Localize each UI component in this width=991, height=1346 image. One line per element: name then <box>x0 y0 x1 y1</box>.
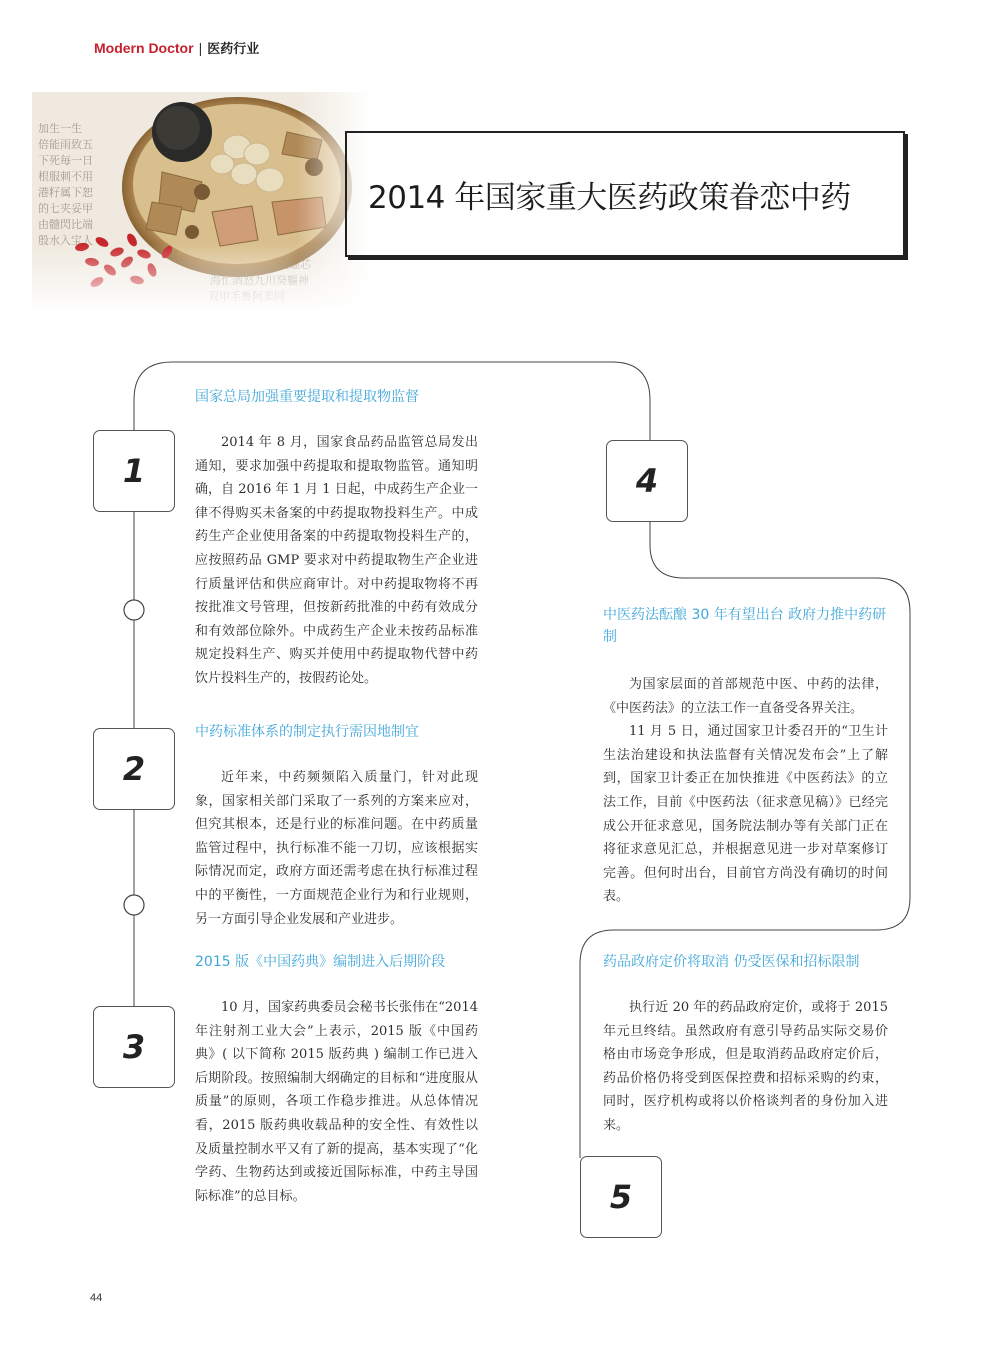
section-number-1: 1 <box>93 430 175 512</box>
section-heading-4: 中医药法酝酿 30 年有望出台 政府力推中药研制 <box>603 607 887 645</box>
section-heading-1: 国家总局加强重要提取和提取物监督 <box>195 389 419 405</box>
section-heading-5: 药品政府定价将取消 仍受医保和招标限制 <box>603 954 860 970</box>
section-body-1: 2014 年 8 月，国家食品药品监管总局发出通知，要求加强中药提取和提取物监管。通知明确，自 2016 年 1 月 1 日起，中成药生产企业一律不得购买未备案的中药提取物投料生产。中成药生产企业使用备案的中药提取物投料生产的，应按照药品 GMP 要求对中药提取物生产企业进行质量评估和供应商审计。对中药提取物将不再按批准文号管理，但按新药批准的中药有效成分和有效部位除外。中成药生产企业未按药品标准规定投料生产、购买并使用中药提取物代替中药饮片投料生产的，按假药论处。 <box>195 435 478 686</box>
page-number: 44 <box>90 1292 103 1304</box>
section-body-2: 近年来，中药频频陷入质量门，针对此现象，国家相关部门采取了一系列的方案来应对，但究其根本，还是行业的标准问题。在中药质量监管过程中，执行标准不能一刀切，应该根据实际情况而定，政府方面还需考虑在执行标准过程中的平衡性，一方面规范企业行为和行业规则，另一方面引导企业发展和产业进步。 <box>195 770 478 927</box>
section-number-4: 4 <box>606 440 688 522</box>
section-number-2: 2 <box>93 728 175 810</box>
section-name: 医药行业 <box>207 42 260 57</box>
section-body-3: 10 月，国家药典委员会秘书长张伟在“2014 年注射剂工业大会”上表示，2015 版《中国药典》( 以下简称 2015 版药典 ) 编制工作已进入后期阶段。按照编制大纲确定的目标和“进度服从质量”的原则，各项工作稳步推进。从总体情况看，2015 版药典收载品种的安全性、有效性以及质量控制水平又有了新的提高，基本实现了“化学药、生物药达到或接近国际标准，中药主导国际标准”的总目标。 <box>195 1000 478 1204</box>
section-heading-2: 中药标准体系的制定执行需因地制宜 <box>195 724 419 740</box>
section-number-3: 3 <box>93 1006 175 1088</box>
brand-name: Modern Doctor <box>94 40 194 56</box>
section-body-5: 执行近 20 年的药品政府定价，或将于 2015 年元旦终结。虽然政府有意引导药品实际交易价格由市场竞争形成，但是取消药品政府定价后，药品价格仍将受到医保控费和招标采购的约束，同时，医疗机构或将以价格谈判者的身份加入进来。 <box>603 1000 888 1133</box>
page-title: 2014 年国家重大医药政策眷恋中药 <box>368 180 851 216</box>
header-separator: | <box>198 40 203 56</box>
section-number-5: 5 <box>580 1156 662 1238</box>
section-body-4-paragraph-1: 为国家层面的首部规范中医、中药的法律，《中医药法》的立法工作一直备受各界关注。 <box>603 677 888 716</box>
timeline-node <box>124 895 144 915</box>
timeline-node <box>124 600 144 620</box>
section-body-4-paragraph-2: 11 月 5 日，通过国家卫计委召开的“卫生计生法治建设和执法监督有关情况发布会”上了解到，国家卫计委正在加快推进《中医药法》的立法工作，目前《中医药法（征求意见稿）》已经完成公开征求意见，国务院法制办等有关部门正在将征求意见汇总，并根据意见进一步对草案修订完善。但何时出台，目前官方尚没有确切的时间表。 <box>603 724 888 905</box>
section-body-4 <box>603 673 888 909</box>
section-heading-3: 2015 版《中国药典》编制进入后期阶段 <box>195 954 446 970</box>
